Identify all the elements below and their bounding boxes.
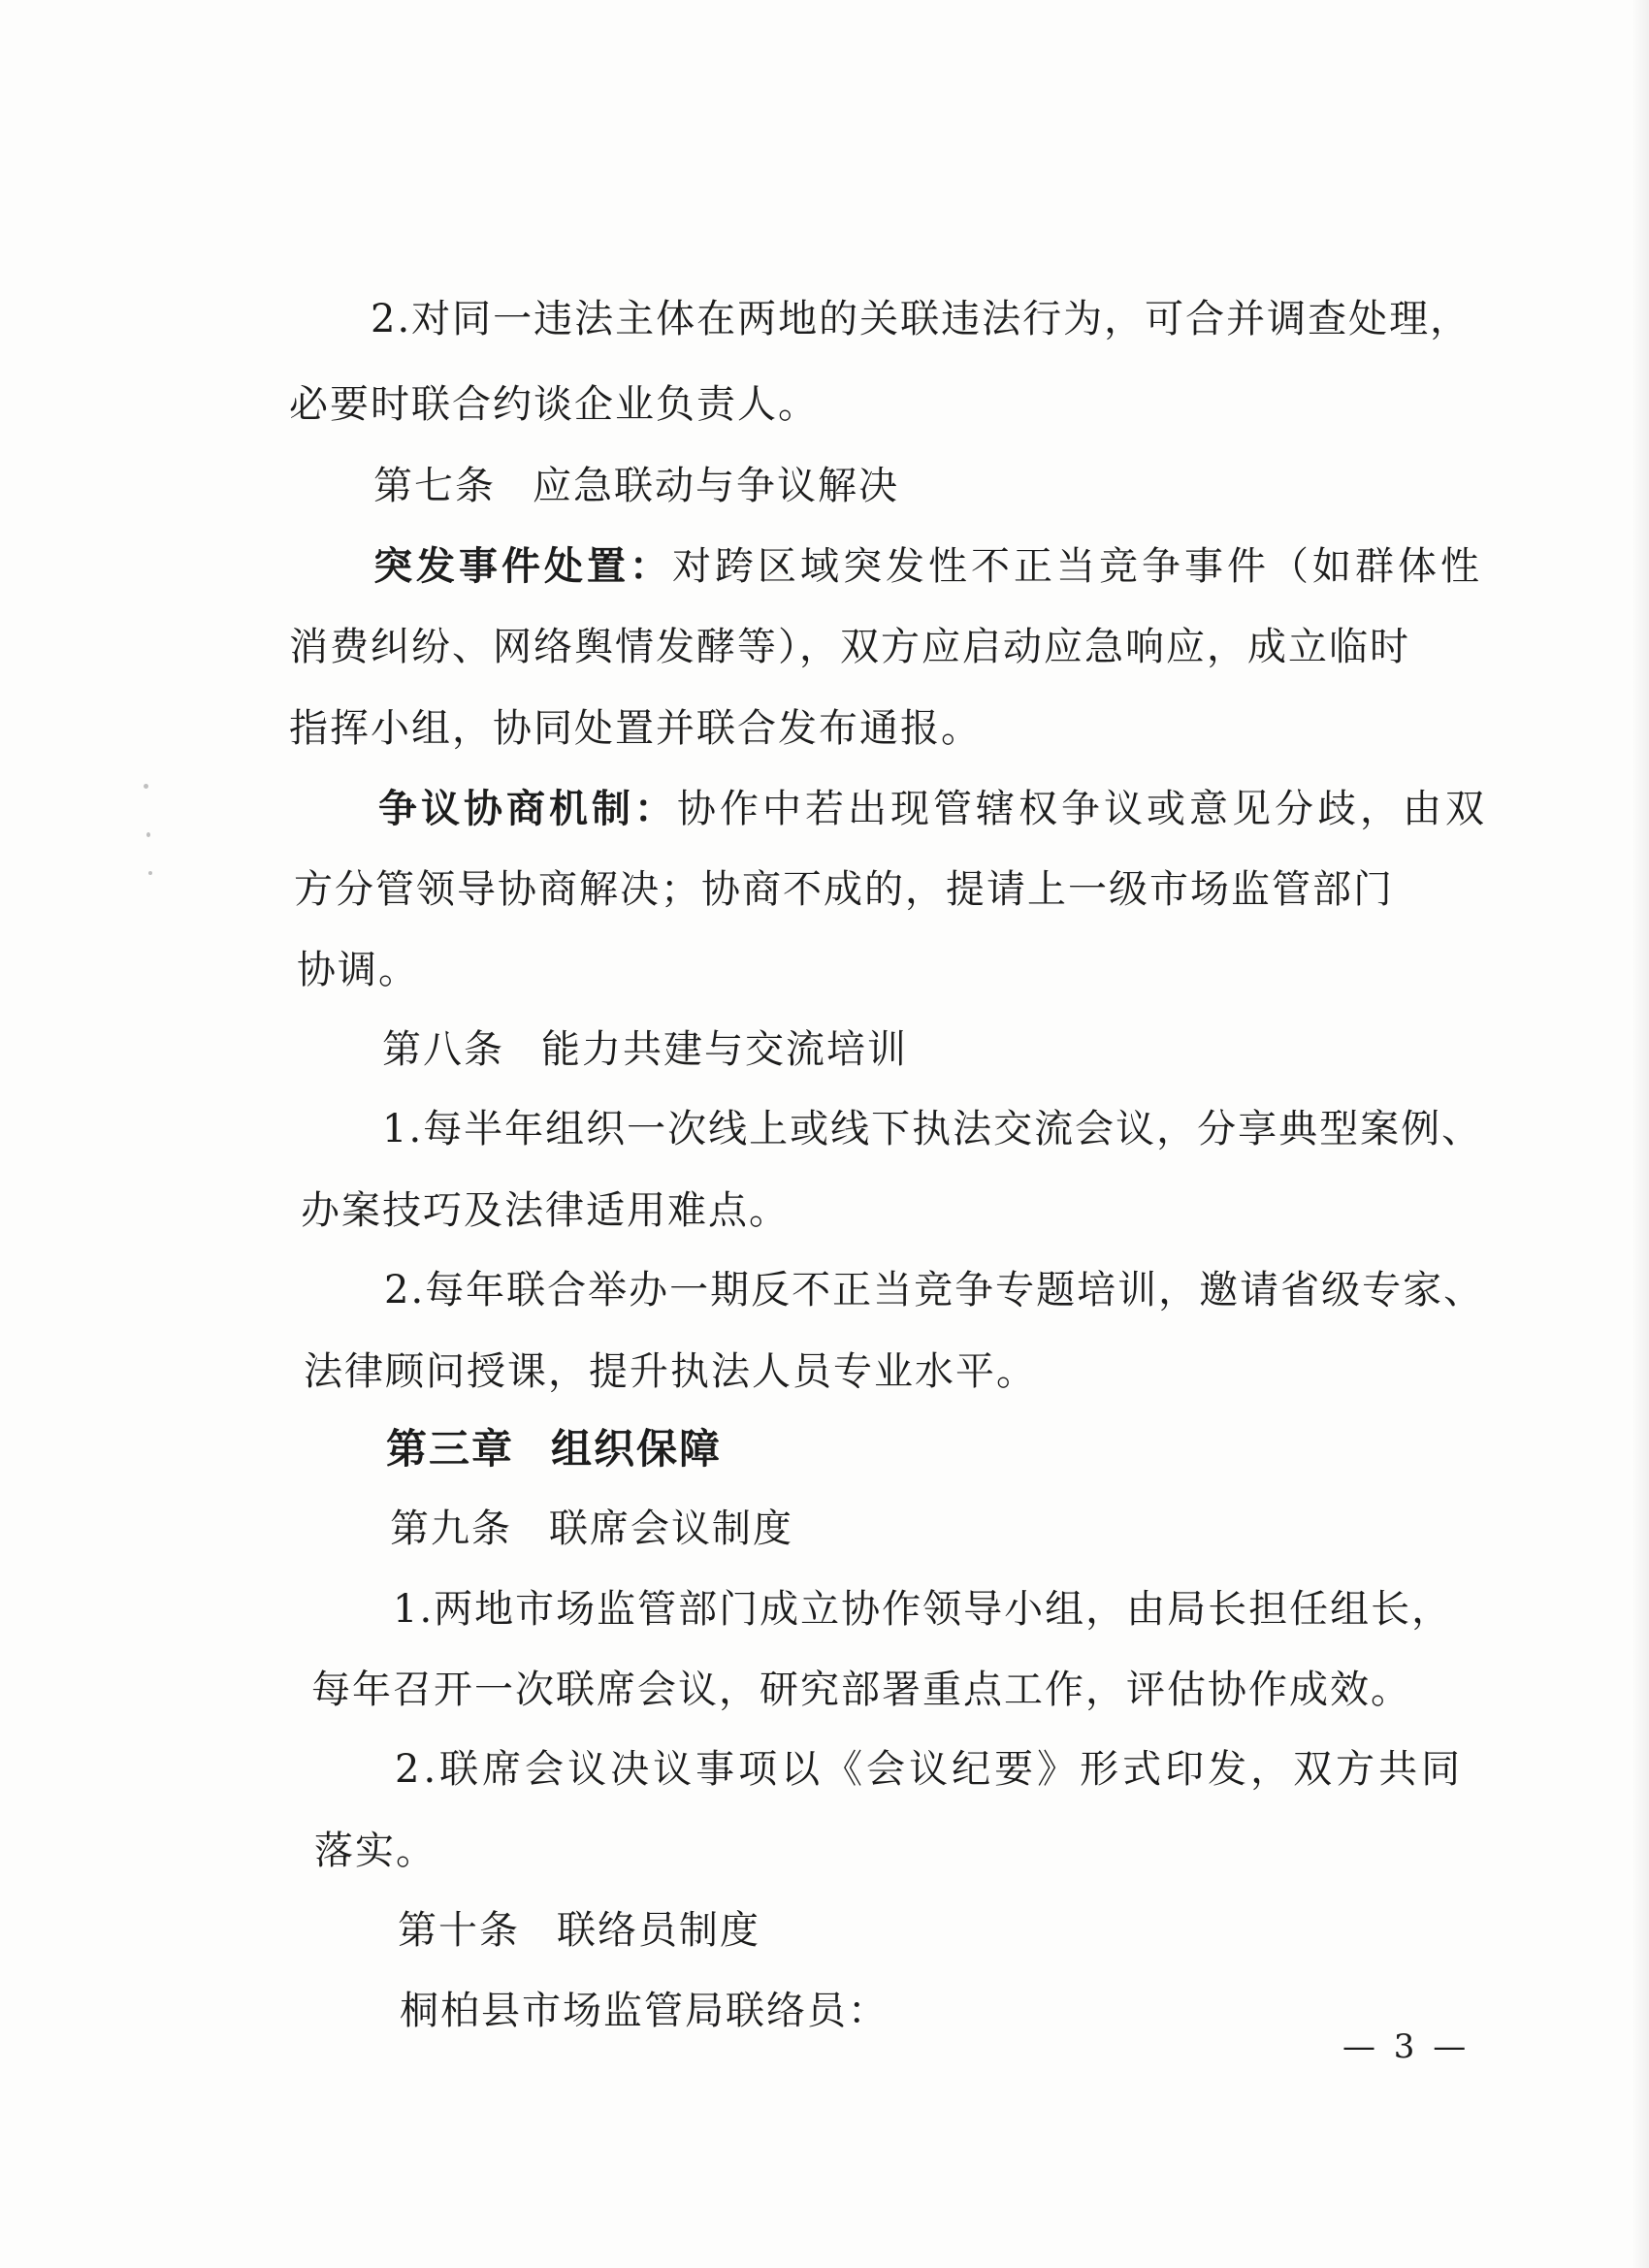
article-title: 应急联动与争议解决 [533, 464, 899, 508]
article-number: 第十条 [398, 1908, 520, 1953]
emphasis-label: 突发事件处置： [373, 544, 672, 589]
article-title: 能力共建与交流培训 [541, 1027, 908, 1072]
paragraph-line: 2.对同一违法主体在两地的关联违法行为，可合并调查处理， [371, 297, 1471, 341]
paragraph-text: 协作中若出现管辖权争议或意见分歧，由双 [677, 787, 1488, 831]
article-number: 第七条 [373, 464, 496, 508]
article-heading [373, 463, 899, 509]
article-heading [390, 1506, 793, 1552]
chapter-heading [386, 1426, 722, 1473]
paragraph-line: 1.两地市场监管部门成立协作领导小组，由局长担任组长， [393, 1587, 1453, 1632]
paragraph-line: 落实。 [314, 1829, 436, 1873]
paragraph-line: 协调。 [297, 948, 419, 992]
article-heading [382, 1026, 908, 1073]
binding-hole-mark [144, 784, 148, 789]
paragraph-line: 每年召开一次联席会议，研究部署重点工作，评估协作成效。 [311, 1668, 1411, 1712]
paragraph-line: 必要时联合约谈企业负责人。 [289, 382, 819, 427]
binding-hole-mark [146, 832, 150, 837]
paragraph-line: 法律顾问授课，提升执法人员专业水平。 [304, 1349, 1037, 1394]
paragraph-line [378, 786, 1488, 832]
paragraph-line: 方分管领导协商解决；协商不成的，提请上一级市场监管部门 [294, 867, 1394, 912]
article-number: 第九条 [390, 1507, 512, 1551]
emphasis-label: 争议协商机制： [378, 787, 677, 831]
paragraph-text: 对跨区域突发性不正当竞争事件（如群体性 [672, 544, 1483, 589]
paragraph-line: 桐柏县市场监管局联络员： [400, 1989, 889, 2033]
paragraph-line: 2.联席会议决议事项以《会议纪要》形式印发，双方共同 [395, 1747, 1465, 1792]
paragraph-line: 2.每年联合举办一期反不正当竞争专题培训，邀请省级专家、 [384, 1268, 1485, 1312]
scan-edge-shadow [1632, 0, 1649, 2268]
paragraph-line: 办案技巧及法律适用难点。 [301, 1188, 790, 1233]
page-number: — 3 — [1342, 2027, 1471, 2066]
article-heading [398, 1907, 760, 1954]
paragraph-line: 消费纠纷、网络舆情发酵等），双方应启动应急响应，成立临时 [289, 625, 1410, 669]
binding-hole-mark [148, 871, 152, 875]
chapter-number: 第三章 [386, 1425, 515, 1473]
chapter-title: 组织保障 [551, 1425, 723, 1473]
paragraph-line: 指挥小组，协同处置并联合发布通报。 [289, 706, 982, 751]
paragraph-line [373, 543, 1483, 590]
article-number: 第八条 [382, 1027, 504, 1072]
article-title: 联络员制度 [557, 1908, 760, 1953]
article-title: 联席会议制度 [549, 1507, 793, 1551]
paragraph-line: 1.每半年组织一次线上或线下执法交流会议，分享典型案例、 [382, 1107, 1483, 1151]
